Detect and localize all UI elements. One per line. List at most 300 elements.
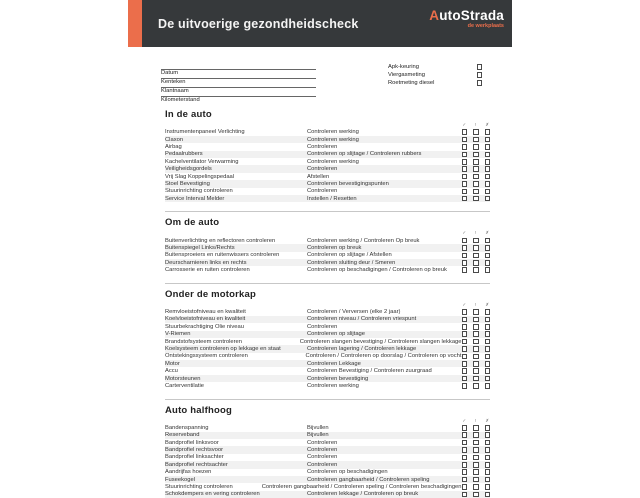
row-action-label: Controleren [307, 143, 338, 150]
row-action-label: Controleren werking [307, 382, 359, 389]
checkbox-fail[interactable] [485, 260, 491, 266]
checkbox-ok[interactable] [462, 238, 468, 244]
checklist-row [165, 237, 490, 244]
mark-attention-icon: ! [475, 122, 477, 127]
checklist-row [165, 180, 490, 187]
row-action-label: Controleren werking [307, 158, 359, 165]
row-checkboxes [462, 144, 491, 150]
checkbox-attention[interactable] [473, 267, 479, 273]
row-item-label: Koelsysteem controleren op lekkage en staat [165, 346, 281, 352]
checkbox-attention[interactable] [473, 260, 479, 266]
field-label: Datum [161, 70, 179, 76]
row-item-label: Vrij Slag Koppelingspedaal [165, 173, 235, 180]
checkbox-attention[interactable] [473, 324, 479, 330]
row-item-label: Airbag [165, 143, 182, 150]
checkbox-ok[interactable] [462, 129, 468, 135]
row-action-label: Instellen / Resetten [307, 195, 357, 202]
checkbox-ok[interactable] [462, 196, 468, 202]
checkbox-viergasmeting[interactable] [477, 72, 483, 78]
section-in-de-auto [165, 109, 490, 202]
checklist-row [165, 491, 490, 498]
checkbox-attention[interactable] [473, 455, 479, 461]
checkbox-attention[interactable] [473, 477, 479, 483]
checkbox-fail[interactable] [485, 238, 491, 244]
checkbox-ok[interactable] [462, 492, 468, 498]
section-title: Onder de motorkap [165, 288, 257, 300]
checklist-row [165, 367, 490, 374]
row-action-label: Controleren [307, 439, 338, 446]
row-action-label: Controleren sluiting deur / Smeren [307, 259, 396, 266]
checkbox-attention[interactable] [473, 354, 479, 360]
checkbox-attention[interactable] [473, 317, 479, 323]
header [128, 0, 512, 47]
row-item-label: Bandprofiel linksvoor [165, 439, 219, 446]
option-viergasmeting [388, 71, 482, 79]
row-checkboxes [462, 432, 491, 438]
header-accent-bar [128, 0, 142, 47]
row-action-label: Controleren [307, 447, 338, 454]
checkbox-ok[interactable] [462, 469, 468, 475]
row-checkboxes [462, 309, 491, 315]
checklist-row [165, 353, 490, 360]
checkbox-fail[interactable] [485, 346, 491, 352]
mark-ok-icon: ✓ [462, 301, 467, 307]
checkbox-attention[interactable] [473, 181, 479, 187]
checkbox-attention[interactable] [473, 331, 479, 337]
result-marks [462, 231, 491, 236]
checkbox-fail[interactable] [485, 440, 491, 446]
row-checkboxes [462, 469, 491, 475]
checklist-row [165, 165, 490, 172]
checkbox-fail[interactable] [485, 331, 491, 337]
checkbox-ok[interactable] [462, 361, 468, 367]
row-item-label: Buitenverlichting en reflectoren controleren [165, 237, 276, 244]
row-action-label: Controleren werking / Controleren Op breuk [307, 237, 420, 244]
checkbox-fail[interactable] [485, 253, 491, 259]
row-item-label: Schokdempers en vering controleren [165, 491, 260, 498]
row-checkboxes [462, 440, 491, 446]
checkbox-fail[interactable] [485, 174, 491, 180]
row-checkboxes [462, 455, 491, 461]
info-fields [161, 61, 316, 103]
row-checkboxes [462, 447, 491, 453]
row-item-label: Aandrijfas hoezen [165, 469, 212, 476]
row-checkboxes [462, 368, 491, 374]
checkbox-ok[interactable] [462, 339, 468, 345]
mark-fail-icon: ✗ [485, 301, 490, 307]
checklist-row [165, 424, 490, 431]
row-checkboxes [462, 492, 491, 498]
checkbox-fail[interactable] [485, 144, 491, 150]
checkbox-fail[interactable] [485, 152, 491, 158]
checklist-row [165, 266, 490, 273]
checkbox-attention[interactable] [473, 245, 479, 251]
row-item-label: Carrosserie en ruiten controleren [165, 267, 250, 274]
checkbox-ok[interactable] [462, 317, 468, 323]
checklist-row [165, 461, 490, 468]
checkbox-fail[interactable] [485, 309, 491, 315]
checklist-row [165, 432, 490, 439]
checkbox-attention[interactable] [473, 129, 479, 135]
row-item-label: Buitenspiegel Links/Rechts [165, 244, 235, 251]
checkbox-attention[interactable] [473, 376, 479, 382]
checkbox-attention[interactable] [473, 174, 479, 180]
option-label: Viergasmeting [388, 72, 425, 78]
checklist-row [165, 129, 490, 136]
checkbox-fail[interactable] [485, 317, 491, 323]
row-checkboxes [462, 425, 491, 431]
logo-text: utoStrada [439, 8, 504, 23]
checklist-row [165, 469, 490, 476]
result-marks-header [165, 123, 490, 128]
checkbox-ok[interactable] [462, 354, 468, 360]
checkbox-fail[interactable] [485, 462, 491, 468]
logo-tagline: de werkplaats [467, 22, 504, 29]
checklist-sections [165, 109, 490, 498]
row-action-label: Controleren werking [307, 136, 359, 143]
row-action-label: Controleren gangbaarheid / Controleren speling [307, 476, 430, 483]
result-marks-header [165, 231, 490, 236]
checkbox-fail[interactable] [485, 245, 491, 251]
row-checkboxes [462, 253, 491, 259]
row-checkboxes [462, 174, 491, 180]
row-item-label: V-Riemen [165, 331, 191, 338]
checkbox-ok[interactable] [462, 166, 468, 172]
row-checkboxes [462, 376, 491, 382]
option-label: Apk-keuring [388, 64, 419, 70]
row-item-label: Bandprofiel rechtsvoor [165, 447, 223, 454]
row-item-label: Motor [165, 360, 180, 367]
checkbox-apk-keuring[interactable] [477, 64, 483, 70]
checklist-row [165, 375, 490, 382]
row-action-label: Controleren bevestigingspunten [307, 180, 389, 187]
field-datum[interactable] [161, 61, 316, 76]
checkbox-fail[interactable] [485, 376, 491, 382]
row-action-label: Controleren werking [307, 129, 359, 136]
row-action-label: Controleren op slijtage [307, 331, 366, 338]
field-label: Klantnaam [161, 88, 189, 94]
row-item-label: Stuurbekrachtiging Olie niveau [165, 323, 244, 330]
checkbox-attention[interactable] [473, 253, 479, 259]
row-checkboxes [462, 361, 491, 367]
mark-ok-icon: ✓ [462, 122, 467, 127]
row-item-label: Koelvloeistofniveau en kwaliteit [165, 316, 246, 323]
checklist-row [165, 252, 490, 259]
checkbox-fail[interactable] [485, 469, 491, 475]
mark-attention-icon: ! [475, 417, 477, 423]
row-item-label: Bandprofiel rechtsachter [165, 461, 228, 468]
checkbox-ok[interactable] [462, 137, 468, 143]
checkbox-fail[interactable] [485, 339, 491, 345]
checkbox-attention[interactable] [473, 346, 479, 352]
result-marks [462, 123, 491, 128]
row-checkboxes [462, 152, 491, 158]
checkbox-fail[interactable] [485, 159, 491, 165]
row-item-label: Ontstekingssysteem controleren [165, 353, 248, 360]
checkbox-ok[interactable] [462, 462, 468, 468]
row-action-label: Afstellen [307, 173, 330, 180]
document-page [128, 0, 512, 498]
checkbox-ok[interactable] [462, 267, 468, 273]
checklist-row [165, 476, 490, 483]
checkbox-ok[interactable] [462, 174, 468, 180]
checklist-row [165, 308, 490, 315]
row-checkboxes [462, 331, 491, 337]
mark-ok-icon: ✓ [462, 417, 467, 423]
checkbox-attention[interactable] [473, 189, 479, 195]
row-action-label: Bijvullen [307, 432, 329, 439]
checkbox-ok[interactable] [462, 425, 468, 431]
checkbox-fail[interactable] [485, 129, 491, 135]
row-checkboxes [462, 166, 491, 172]
checklist-row [165, 195, 490, 202]
checkbox-ok[interactable] [462, 376, 468, 382]
row-action-label: Controleren [307, 166, 338, 173]
row-action-label: Controleren [307, 188, 338, 195]
mark-attention-icon: ! [475, 230, 477, 236]
row-item-label: Instrumentenpaneel Verlichting [165, 129, 245, 136]
row-item-label: Deurscharnieren links en rechts [165, 259, 247, 266]
checkbox-attention[interactable] [473, 447, 479, 453]
checklist-row [165, 454, 490, 461]
checkbox-ok[interactable] [462, 181, 468, 187]
autostrada-logo [429, 9, 504, 29]
row-checkboxes [462, 477, 491, 483]
field-label: Kenteken [161, 79, 186, 85]
field-klantnaam[interactable] [161, 79, 316, 94]
checkbox-ok[interactable] [462, 477, 468, 483]
row-item-label: Motorsteunen [165, 375, 201, 382]
row-item-label: Claxon [165, 136, 184, 143]
page-title: De uitvoerige gezondheidscheck [158, 16, 359, 31]
checkbox-fail[interactable] [485, 267, 491, 273]
checkbox-fail[interactable] [485, 447, 491, 453]
checkbox-fail[interactable] [485, 492, 491, 498]
checkbox-fail[interactable] [485, 354, 491, 360]
checkbox-ok[interactable] [462, 144, 468, 150]
section-rows [165, 424, 490, 498]
row-action-label: Controleren Lekkage [307, 360, 361, 367]
checkbox-ok[interactable] [462, 383, 468, 389]
checkbox-fail[interactable] [485, 383, 491, 389]
section-rows [165, 237, 490, 274]
checkbox-attention[interactable] [473, 469, 479, 475]
checkbox-attention[interactable] [473, 432, 479, 438]
field-label: Kilometerstand [161, 97, 200, 103]
row-action-label: Controleren [307, 454, 338, 461]
row-checkboxes [462, 196, 491, 202]
row-checkboxes [462, 462, 491, 468]
checkbox-roetmeting-diesel[interactable] [477, 80, 483, 86]
option-label: Roetmeting diesel [388, 80, 435, 86]
row-checkboxes [462, 383, 491, 389]
row-checkboxes [462, 260, 491, 266]
row-item-label: Fuseekogel [165, 476, 195, 483]
field-kilometerstand[interactable] [161, 88, 316, 103]
row-checkboxes [462, 245, 491, 251]
checkbox-fail[interactable] [485, 137, 491, 143]
row-item-label: Pedaalrubbers [165, 151, 203, 158]
row-checkboxes [462, 324, 491, 330]
result-marks-header [165, 303, 490, 308]
checkbox-ok[interactable] [462, 309, 468, 315]
row-checkboxes [462, 317, 491, 323]
checklist-row [165, 188, 490, 195]
mark-ok-icon: ✓ [462, 230, 467, 236]
mark-fail-icon: ✗ [485, 230, 490, 236]
row-checkboxes [462, 129, 491, 135]
section-rows [165, 129, 490, 203]
checkbox-fail[interactable] [485, 324, 491, 330]
row-action-label: Controleren bevestiging [307, 375, 369, 382]
section-auto-halfhoog [165, 399, 490, 498]
form-area [128, 61, 512, 101]
row-item-label: Service Interval Melder [165, 195, 225, 202]
checkbox-attention[interactable] [473, 361, 479, 367]
row-checkboxes [462, 346, 491, 352]
result-marks-header [165, 419, 490, 424]
checklist-row [165, 244, 490, 251]
row-action-label: Controleren gangbaarheid / Controleren speling / Controleren beschadigingen [261, 483, 462, 490]
checklist-row [165, 143, 490, 150]
checklist-row [165, 345, 490, 352]
checkbox-attention[interactable] [473, 152, 479, 158]
checkbox-fail[interactable] [485, 477, 491, 483]
checkbox-attention[interactable] [473, 339, 479, 345]
mark-fail-icon: ✗ [485, 417, 490, 423]
checkbox-ok[interactable] [462, 447, 468, 453]
checkbox-ok[interactable] [462, 152, 468, 158]
row-item-label: Bandenspanning [165, 424, 209, 431]
checkbox-fail[interactable] [485, 166, 491, 172]
row-action-label: Controleren op slijtage / Afstellen [307, 252, 392, 259]
checkbox-attention[interactable] [473, 492, 479, 498]
checklist-row [165, 323, 490, 330]
checkbox-ok[interactable] [462, 189, 468, 195]
check-options [388, 63, 482, 87]
row-action-label: Controleren niveau / Controleren vriespunt [307, 316, 417, 323]
row-item-label: Stuurinrichting controleren [165, 188, 233, 195]
checkbox-fail[interactable] [485, 425, 491, 431]
section-om-de-auto [165, 211, 490, 273]
row-checkboxes [462, 238, 491, 244]
row-action-label: Controleren op slijtage / Controleren rubbers [307, 151, 422, 158]
checkbox-fail[interactable] [485, 432, 491, 438]
checkbox-attention[interactable] [473, 462, 479, 468]
row-action-label: Controleren lekkage / Controleren op breuk [307, 491, 419, 498]
checkbox-ok[interactable] [462, 484, 468, 490]
checkbox-fail[interactable] [485, 181, 491, 187]
checkbox-fail[interactable] [485, 189, 491, 195]
checkbox-attention[interactable] [473, 368, 479, 374]
checkbox-attention[interactable] [473, 383, 479, 389]
row-action-label: Controleren / Controleren op doorslag / Controleren op vocht [305, 353, 462, 360]
checkbox-ok[interactable] [462, 455, 468, 461]
checkbox-fail[interactable] [485, 196, 491, 202]
checkbox-attention[interactable] [473, 484, 479, 490]
checklist-row [165, 360, 490, 367]
checkbox-ok[interactable] [462, 245, 468, 251]
checklist-row [165, 446, 490, 453]
checklist-row [165, 331, 490, 338]
checklist-row [165, 483, 490, 490]
checkbox-attention[interactable] [473, 425, 479, 431]
checkbox-ok[interactable] [462, 432, 468, 438]
row-item-label: Veiligheidsgordels [165, 166, 212, 173]
section-title: Om de auto [165, 217, 220, 229]
checklist-row [165, 439, 490, 446]
row-checkboxes [462, 137, 491, 143]
checkbox-ok[interactable] [462, 368, 468, 374]
checkbox-fail[interactable] [485, 484, 491, 490]
row-item-label: Kachelventilator Verwarming [165, 158, 239, 165]
logo-wordmark [429, 9, 504, 23]
checkbox-ok[interactable] [462, 331, 468, 337]
option-roetmeting-diesel [388, 79, 482, 87]
row-action-label: Controleren slangen bevestiging / Controleren slangen lekkage [299, 338, 462, 345]
row-checkboxes [462, 181, 491, 187]
section-onder-de-motorkap [165, 283, 490, 390]
checklist-row [165, 136, 490, 143]
section-rows [165, 308, 490, 389]
checkbox-attention[interactable] [473, 159, 479, 165]
row-action-label: Controleren op breuk [307, 244, 362, 251]
result-marks [462, 419, 491, 424]
checkbox-fail[interactable] [485, 361, 491, 367]
checkbox-attention[interactable] [473, 137, 479, 143]
row-action-label: Controleren [307, 461, 338, 468]
checklist-row [165, 316, 490, 323]
row-checkboxes [462, 189, 491, 195]
checkbox-attention[interactable] [473, 144, 479, 150]
checkbox-attention[interactable] [473, 309, 479, 315]
mark-fail-icon: ✗ [485, 122, 490, 127]
row-item-label: Stuurinrichting controleren [165, 483, 233, 490]
checkbox-attention[interactable] [473, 166, 479, 172]
checkbox-attention[interactable] [473, 440, 479, 446]
checkbox-ok[interactable] [462, 260, 468, 266]
row-action-label: Controleren lagering / Controleren lekkage [307, 346, 417, 352]
row-action-label: Controleren op beschadigingen [307, 469, 388, 476]
checkbox-attention[interactable] [473, 238, 479, 244]
checkbox-ok[interactable] [462, 324, 468, 330]
row-item-label: Brandstofsysteem controleren [165, 338, 243, 345]
row-action-label: Controleren Bevestiging / Controleren zuurgraad [307, 368, 432, 375]
checkbox-fail[interactable] [485, 368, 491, 374]
row-checkboxes [462, 354, 491, 360]
checklist-row [165, 158, 490, 165]
row-checkboxes [462, 484, 491, 490]
checkbox-fail[interactable] [485, 455, 491, 461]
field-kenteken[interactable] [161, 70, 316, 85]
checkbox-ok[interactable] [462, 440, 468, 446]
checkbox-ok[interactable] [462, 159, 468, 165]
checklist-row [165, 173, 490, 180]
row-item-label: Stoel Bevestiging [165, 180, 210, 187]
row-action-label: Bijvullen [307, 424, 329, 431]
checkbox-ok[interactable] [462, 346, 468, 352]
logo-triangle-icon: A [429, 8, 440, 23]
result-marks [462, 303, 491, 308]
row-item-label: Reserveband [165, 432, 200, 439]
row-item-label: Bandprofiel linksachter [165, 454, 224, 461]
row-item-label: Carterventilatie [165, 382, 204, 389]
option-apk-keuring [388, 63, 482, 71]
row-checkboxes [462, 159, 491, 165]
checkbox-ok[interactable] [462, 253, 468, 259]
checklist-row [165, 338, 490, 345]
checkbox-attention[interactable] [473, 196, 479, 202]
